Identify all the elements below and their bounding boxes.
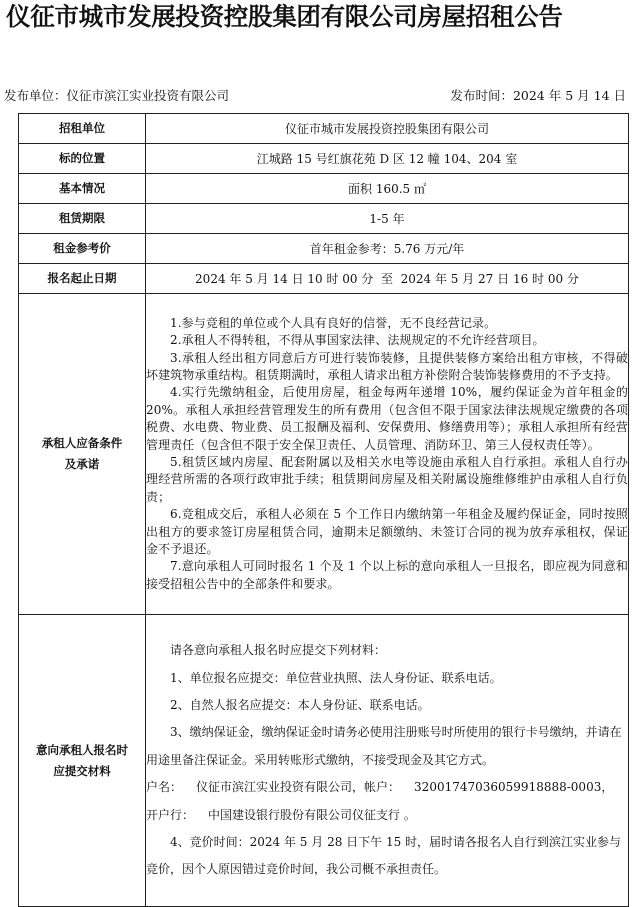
rent-label: 租金参考价: [19, 234, 146, 264]
period-label: 报名起止日期: [19, 264, 146, 294]
condition-item: 4.实行先缴纳租金，后使用房屋，租金每两年递增 10%，履约保证金为首年租金的 20%。承租人承担经营管理发生的所有费用（包含但不限于国家法律法规规定缴费的各项税费、水电费、物业费、员工报酬及福利、安保费用、修缮费用等）；承租人承担所有经营管理责任（包含但不限于安全保卫责任、人员管理、消防环卫、第三人侵权责任等）。: [146, 385, 628, 452]
rent-value: 首年租金参考：5.76 万元/年: [146, 234, 629, 264]
account-line: [146, 774, 628, 801]
location-value: 江城路 15 号红旗花苑 D 区 12 幢 104、204 室: [146, 144, 629, 174]
landlord-value: 仪征市城市发展投资控股集团有限公司: [146, 114, 629, 144]
table-row-rent: [19, 234, 629, 264]
period-value: 2024 年 5 月 14 日 10 时 00 分 至 2024 年 5 月 27 日 16 时 00 分: [146, 264, 629, 294]
materials-intro: 请各意向承租人报名时应提交下列材料：: [170, 643, 387, 658]
publish-date: 2024 年 5 月 14 日: [512, 88, 626, 103]
conditions-label-line1: 承租人应备条件: [41, 436, 123, 450]
date-label: 发布时间：: [450, 88, 513, 103]
materials-item: 1、单位报名应提交：单位营业执照、法人身份证、联系电话。: [170, 670, 502, 685]
condition-item: 6.竞租成交后，承租人必须在 5 个工作日内缴纳第一年租金及履约保证金，同时按照出租方的要求签订房屋租赁合同，逾期未足额缴纳、未签订合同的视为放弃承租权，保证金不予退还。: [146, 507, 628, 557]
materials-label: [19, 615, 146, 907]
materials-body: [146, 615, 629, 907]
account-name-label: 户名：: [146, 780, 183, 795]
materials-item: 2、自然人报名应提交：本人身份证、联系电话。: [170, 697, 430, 712]
condition-item: 1.参与竞租的单位或个人具有良好的信誉，无不良经营记录。: [170, 315, 497, 330]
date-line: [450, 86, 626, 106]
bank-name: 中国建设银行股份有限公司仪征支行 。: [208, 807, 416, 822]
publisher-line: [4, 86, 229, 106]
conditions-body: [146, 294, 629, 615]
condition-item: 3.承租人经出租方同意后方可进行装饰装修，且提供装修方案给出租方审核，不得破坏建筑物承重结构。租赁期满时，承租人请求出租方补偿附合装饰装修费用的不予支持。: [146, 350, 628, 382]
bank-label: 开户行：: [146, 807, 195, 822]
condition-item: 5.租赁区域内房屋、配套附属以及相关水电等设施由承租人自行承担。承租人自行办理经营所需的各项行政审批手续；租赁期间房屋及相关附属设施维修维护由承租人自行负责；: [146, 455, 628, 504]
account-name: 仪征市滨江实业投资有限公司，: [196, 780, 365, 795]
table-row-landlord: [19, 114, 629, 144]
table-row-basic: [19, 174, 629, 204]
landlord-label: 招租单位: [19, 114, 146, 144]
table-row-conditions: [19, 294, 629, 615]
publisher-name: 仪征市滨江实业投资有限公司: [66, 88, 230, 103]
basic-value: 面积 160.5 ㎡: [146, 174, 629, 204]
account-no-label: 帐户：: [364, 780, 401, 795]
basic-label: 基本情况: [19, 174, 146, 204]
location-label: 标的位置: [19, 144, 146, 174]
page-title: 仪征市城市发展投资控股集团有限公司房屋招租公告: [6, 2, 563, 31]
table-row-term: [19, 204, 629, 234]
conditions-label-line2: 及承诺: [64, 457, 100, 471]
term-label: 租赁期限: [19, 204, 146, 234]
table-row-period: [19, 264, 629, 294]
table-row-materials: [19, 615, 629, 907]
materials-item: 4、竞价时间：2024 年 5 月 28 日下午 15 时，届时请各报名人自行到滨江实业参与竞价，因个人原因错过竞价时间，我公司概不承担责任。: [146, 835, 622, 877]
table-row-location: [19, 144, 629, 174]
condition-item: 7.意向承租人可同时报名 1 个及 1 个以上标的意向承租人一旦报名，即应视为同意和接受招租公告中的全部条件和要求。: [146, 559, 628, 591]
materials-label-line2: 应提交材料: [53, 763, 111, 778]
notice-table: [18, 113, 629, 907]
term-value: 1-5 年: [146, 204, 629, 234]
materials-item: 3、缴纳保证金，缴纳保证金时请务必使用注册账号时所使用的银行卡号缴纳，并请在用途里备注保证金。采用转账形式缴纳，不接受现金及其它方式。: [146, 725, 622, 767]
condition-item: 2.承租人不得转租，不得从事国家法律、法规规定的不允许经营项目。: [170, 333, 545, 348]
account-number: 32001747036059918888-0003，: [414, 780, 614, 795]
bank-line: [146, 802, 628, 829]
materials-label-line1: 意向承租人报名时: [36, 742, 128, 757]
conditions-label: [19, 294, 146, 615]
publisher-label: 发布单位：: [4, 88, 67, 103]
